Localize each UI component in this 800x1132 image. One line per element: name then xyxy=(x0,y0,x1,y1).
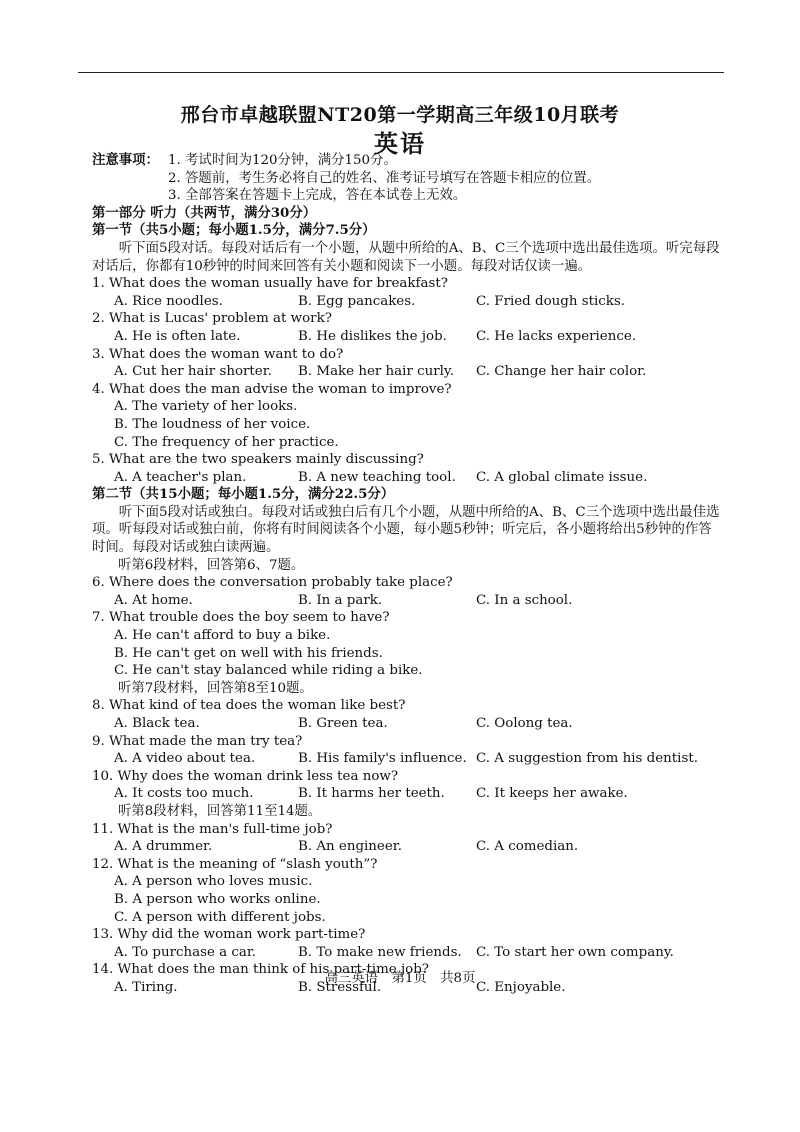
notes-label: 注意事项： xyxy=(92,152,159,168)
material-note: 听第8段材料，回答第11至14题。 xyxy=(118,803,322,819)
answer-option: B. In a park. xyxy=(298,592,383,608)
section-heading: 第一节（共5小题；每小题1.5分，满分7.5分） xyxy=(92,222,376,239)
question-stem: 13. Why did the woman work part-time? xyxy=(92,927,366,943)
answer-option: A. Black tea. xyxy=(114,716,200,731)
material-note: 听第6段材料，回答第6、7题。 xyxy=(118,557,305,573)
answer-option: B. Egg pancakes. xyxy=(298,293,416,309)
answer-option: C. To start her own company. xyxy=(476,944,674,960)
answer-option: A. He can't afford to buy a bike. xyxy=(114,628,331,644)
answer-option: C. A comedian. xyxy=(476,839,579,855)
answer-option: C. The frequency of her practice. xyxy=(114,434,339,450)
answer-option: A. The variety of her looks. xyxy=(114,399,298,415)
answer-option: C. In a school. xyxy=(476,592,573,608)
answer-option: B. It harms her teeth. xyxy=(298,786,445,802)
exam-subject: 英语 xyxy=(374,129,426,158)
answer-option: A. He is often late. xyxy=(114,328,241,344)
question-stem: 12. What is the meaning of “slash youth”? xyxy=(92,856,378,872)
answer-option: B. Stressful. xyxy=(298,979,382,995)
answer-option: B. He can't get on well with his friends. xyxy=(114,645,383,661)
question-stem: 3. What does the woman want to do? xyxy=(92,346,344,362)
question-stem: 7. What trouble does the boy seem to have? xyxy=(92,610,390,626)
question-stem: 5. What are the two speakers mainly discussing? xyxy=(92,452,424,468)
answer-option: C. A person with different jobs. xyxy=(114,909,326,925)
question-stem: 4. What does the man advise the woman to improve? xyxy=(92,381,452,397)
answer-option: B. Make her hair curly. xyxy=(298,364,454,380)
answer-option: B. A person who works online. xyxy=(114,891,321,907)
answer-options xyxy=(92,328,722,346)
answer-options xyxy=(92,750,722,768)
question-list xyxy=(92,697,722,803)
answer-option: B. His family's influence. xyxy=(298,751,467,767)
answer-options xyxy=(92,592,722,610)
answer-option: A. It costs too much. xyxy=(114,786,254,802)
answer-option: A. At home. xyxy=(114,592,193,608)
question-list xyxy=(92,275,722,486)
question-stem: 10. Why does the woman drink less tea now? xyxy=(92,768,399,784)
answer-option: C. He can't stay balanced while riding a bike. xyxy=(114,663,423,679)
answer-option: B. Green tea. xyxy=(298,716,388,731)
answer-option: A. To purchase a car. xyxy=(114,944,257,960)
answer-option: C. Fried dough sticks. xyxy=(476,293,625,309)
note-item: 1. 考试时间为120分钟，满分150分。 xyxy=(168,153,397,168)
question-stem: 2. What is Lucas' problem at work? xyxy=(92,311,332,327)
top-rule xyxy=(78,72,724,73)
answer-option: A. A drummer. xyxy=(114,839,213,855)
question-stem: 8. What kind of tea does the woman like best? xyxy=(92,698,406,714)
answer-option: C. Oolong tea. xyxy=(476,716,573,731)
question-stem: 1. What does the woman usually have for breakfast? xyxy=(92,276,448,292)
answer-option: A. Rice noodles. xyxy=(114,293,223,309)
section-instructions: 听下面5段对话。每段对话后有一个小题，从题中所给的A、B、C三个选项中选出最佳选项。听完每段对话后，你都有10秒钟的时间来回答有关小题和阅读下一小题。每段对话仅读一遍。 xyxy=(92,240,720,274)
answer-options xyxy=(92,785,722,803)
answer-option: C. Enjoyable. xyxy=(476,979,566,995)
answer-option: A. Cut her hair shorter. xyxy=(114,364,272,380)
material-note: 听第7段材料，回答第8至10题。 xyxy=(118,680,313,696)
question-stem: 11. What is the man's full-time job? xyxy=(92,821,333,837)
answer-option: B. A new teaching tool. xyxy=(298,469,456,485)
answer-option: B. An engineer. xyxy=(298,839,402,855)
answer-options xyxy=(92,944,722,962)
answer-option: C. Change her hair color. xyxy=(476,364,647,380)
answer-options xyxy=(92,838,722,856)
answer-option: B. He dislikes the job. xyxy=(298,328,447,344)
answer-option: A. Tiring. xyxy=(114,979,178,995)
question-list xyxy=(92,574,722,680)
exam-title: 邢台市卓越联盟NT20第一学期高三年级10月联考 xyxy=(180,104,620,126)
answer-options xyxy=(92,363,722,381)
question-stem: 6. Where does the conversation probably take place? xyxy=(92,575,453,591)
exam-notes xyxy=(92,152,722,205)
answer-options xyxy=(92,469,722,487)
question-stem: 14. What does the man think of his part-time job? xyxy=(92,962,429,978)
section-instructions: 听下面5段对话或独白。每段对话或独白后有几个小题，从题中所给的A、B、C三个选项中选出最佳选项。听每段对话或独白前，你将有时间阅读各个小题，每小题5秒钟；听完后，各小题将给出5秒钟的作答时间。每段对话或独白读两遍。 xyxy=(92,504,720,556)
answer-options xyxy=(92,293,722,311)
part-heading: 第一部分 听力（共两节，满分30分） xyxy=(92,204,317,221)
answer-option: C. A suggestion from his dentist. xyxy=(476,751,698,767)
answer-options xyxy=(92,715,722,733)
section-heading: 第二节（共15小题；每小题1.5分，满分22.5分） xyxy=(92,486,395,503)
page-footer: 高三英语 第1页 共8页 xyxy=(324,971,476,986)
answer-option: C. A global climate issue. xyxy=(476,469,648,485)
answer-option: A. A person who loves music. xyxy=(114,874,313,890)
answer-option: A. A video about tea. xyxy=(114,751,256,767)
note-item: 3. 全部答案在答题卡上完成，答在本试卷上无效。 xyxy=(168,188,467,204)
question-stem: 9. What made the man try tea? xyxy=(92,733,303,749)
note-item: 2. 答题前，考生务必将自己的姓名、准考证号填写在答题卡相应的位置。 xyxy=(168,170,601,186)
answer-option: B. The loudness of her voice. xyxy=(114,416,311,432)
answer-option: B. To make new friends. xyxy=(298,944,462,960)
exam-content xyxy=(92,152,722,997)
answer-option: C. He lacks experience. xyxy=(476,328,637,344)
answer-option: A. A teacher's plan. xyxy=(114,469,247,485)
answer-option: C. It keeps her awake. xyxy=(476,786,628,802)
